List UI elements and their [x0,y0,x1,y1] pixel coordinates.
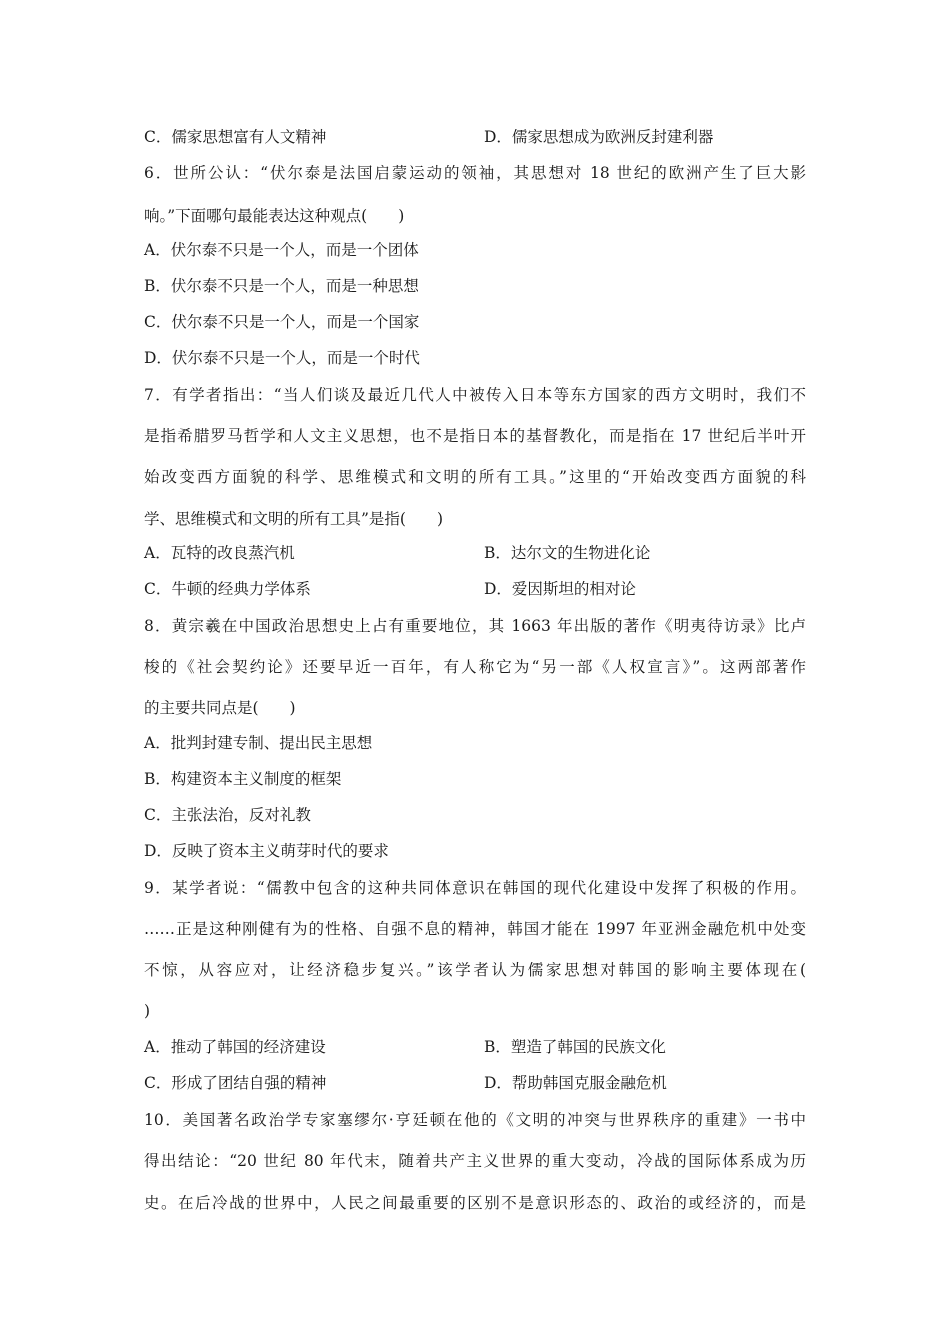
q8-stem-line-1: 8．黄宗羲在中国政治思想史上占有重要地位，其 1663 年出版的著作《明夷待访录》比卢 [144,617,806,635]
q7-option-c: C．牛顿的经典力学体系 [144,580,311,598]
q8-option-d: D．反映了资本主义萌芽时代的要求 [144,842,389,860]
q9-stem-line-3: 不惊，从容应对，让经济稳步复兴。”该学者认为儒家思想对韩国的影响主要体现在( [144,961,806,979]
q7-option-b: B．达尔文的生物进化论 [484,544,651,562]
q8-stem-line-2: 梭的《社会契约论》还要早近一百年，有人称它为“另一部《人权宣言》”。这两部著作 [144,658,806,676]
q10-stem-line-2: 得出结论：“20 世纪 80 年代末，随着共产主义世界的重大变动，冷战的国际体系成为历 [144,1152,806,1170]
q7-stem-line-4: 学、思维模式和文明的所有工具”是指( ) [144,510,444,528]
q6-option-a: A．伏尔泰不只是一个人，而是一个团体 [144,241,419,259]
q8-option-b: B．构建资本主义制度的框架 [144,770,342,788]
q9-stem-line-4: ) [144,1002,151,1020]
q6-option-c: C．伏尔泰不只是一个人，而是一个国家 [144,313,420,331]
q5-option-c: C．儒家思想富有人文精神 [144,128,327,146]
q6-option-d: D．伏尔泰不只是一个人，而是一个时代 [144,349,420,367]
q9-stem-line-1: 9．某学者说：“儒教中包含的这种共同体意识在韩国的现代化建设中发挥了积极的作用。 [144,879,806,897]
q10-stem-line-1: 10．美国著名政治学专家塞缪尔·亨廷顿在他的《文明的冲突与世界秩序的重建》一书中 [144,1111,806,1129]
q7-stem-line-2: 是指希腊罗马哲学和人文主义思想，也不是指日本的基督教化，而是指在 17 世纪后半叶开 [144,427,806,445]
q9-option-a: A．推动了韩国的经济建设 [144,1038,326,1056]
q7-option-d: D．爱因斯坦的相对论 [484,580,636,598]
q9-option-d: D．帮助韩国克服金融危机 [484,1074,667,1092]
q8-stem-line-3: 的主要共同点是( ) [144,699,296,717]
q9-option-c: C．形成了团结自强的精神 [144,1074,327,1092]
q6-stem-line-2: 响。”下面哪句最能表达这种观点( ) [144,207,405,225]
q9-stem-line-2: ……正是这种刚健有为的性格、自强不息的精神，韩国才能在 1997 年亚洲金融危机中处变 [144,920,806,938]
q7-option-a: A．瓦特的改良蒸汽机 [144,544,295,562]
q8-option-a: A．批判封建专制、提出民主思想 [144,734,373,752]
q6-stem-line-1: 6．世所公认：“伏尔泰是法国启蒙运动的领袖，其思想对 18 世纪的欧洲产生了巨大影 [144,164,806,182]
q7-stem-line-1: 7．有学者指出：“当人们谈及最近几代人中被传入日本等东方国家的西方文明时，我们不 [144,386,806,404]
q5-option-d: D．儒家思想成为欧洲反封建利器 [484,128,714,146]
q9-option-b: B．塑造了韩国的民族文化 [484,1038,666,1056]
q8-option-c: C．主张法治，反对礼教 [144,806,311,824]
q10-stem-line-3: 史。在后冷战的世界中，人民之间最重要的区别不是意识形态的、政治的或经济的，而是 [144,1194,806,1212]
q7-stem-line-3: 始改变西方面貌的科学、思维模式和文明的所有工具。”这里的“开始改变西方面貌的科 [144,468,806,486]
q6-option-b: B．伏尔泰不只是一个人，而是一种思想 [144,277,419,295]
